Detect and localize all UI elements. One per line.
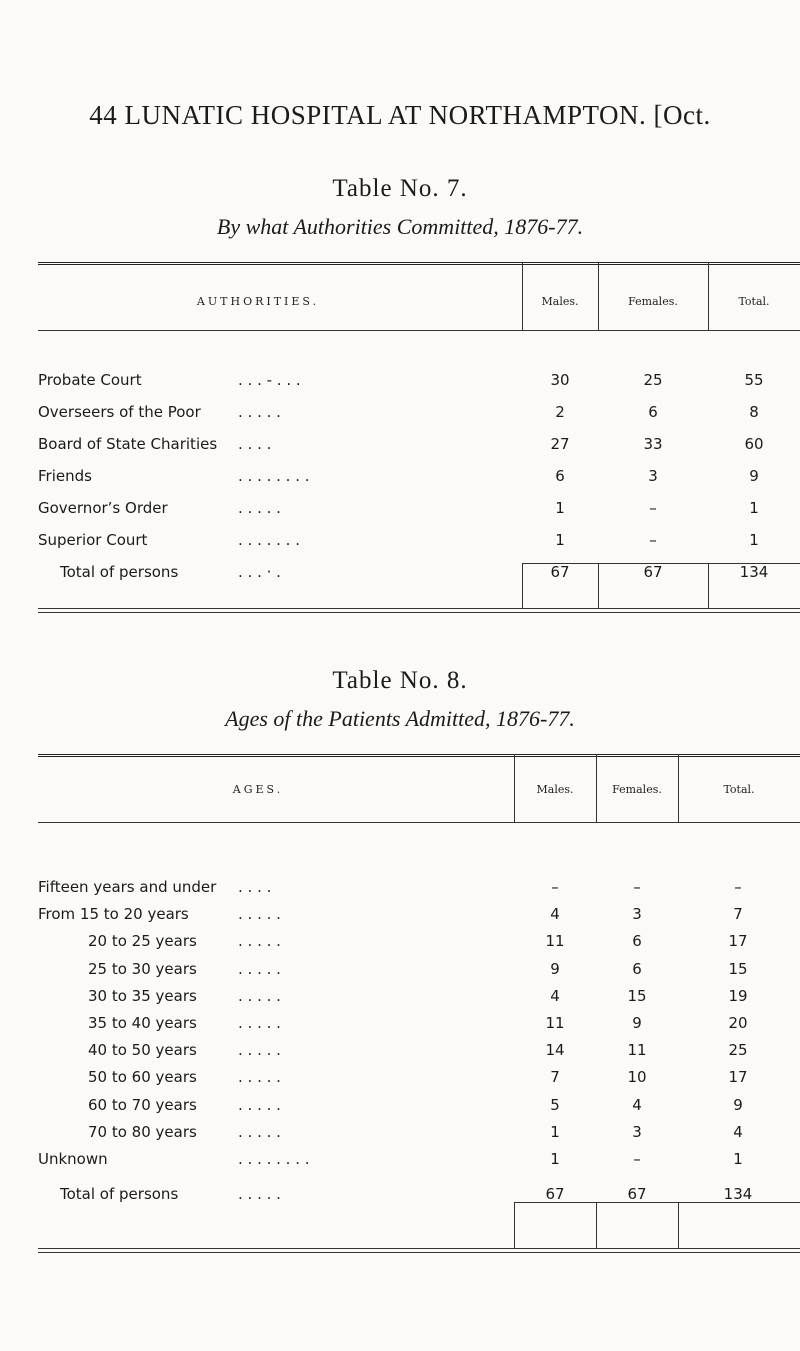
cell-total: 134	[739, 563, 769, 581]
row-label: 35 to 40 years	[88, 1014, 197, 1032]
cell-males: 2	[555, 403, 565, 421]
column-header-females: Females.	[628, 295, 678, 308]
cell-males: 1	[550, 1122, 560, 1141]
cell-males: 30	[550, 371, 570, 389]
cell-males: 4	[550, 986, 560, 1005]
cell-females: 3	[632, 1122, 642, 1141]
row-label: Friends	[38, 467, 92, 485]
leader-dots: . . . . .	[238, 403, 281, 421]
row-label: Fifteen years and under	[38, 878, 217, 896]
cell-total: 1	[733, 1150, 743, 1168]
table-8-title: Table No. 8.	[332, 667, 468, 694]
table-8	[38, 754, 800, 1274]
cell-females: 6	[632, 959, 642, 978]
cell-total: 17	[728, 932, 748, 951]
leader-dots: . . . . .	[238, 1068, 281, 1087]
leader-dots: . . . . . . . .	[238, 1150, 310, 1168]
cell-females: 3	[632, 905, 642, 924]
cell-total: 20	[728, 1014, 748, 1032]
cell-females: –	[649, 499, 657, 517]
cell-total: 1	[749, 499, 759, 517]
column-header-total: Total.	[738, 295, 770, 308]
cell-total: 60	[744, 435, 764, 453]
cell-females: 4	[632, 1095, 642, 1114]
cell-total: 7	[733, 905, 743, 924]
cell-total: 9	[733, 1095, 743, 1114]
column-header-authorities: AUTHORITIES.	[196, 295, 320, 308]
cell-females: 67	[627, 1185, 647, 1204]
leader-dots: . . . . .	[238, 905, 281, 924]
cell-females: 11	[627, 1041, 647, 1060]
row-label: Probate Court	[38, 371, 142, 389]
leader-dots: . . . .	[238, 878, 272, 896]
cell-males: 1	[555, 531, 565, 549]
cell-females: –	[633, 878, 641, 896]
table-row	[38, 1123, 800, 1151]
cell-females: –	[633, 1150, 641, 1168]
table-row	[38, 932, 800, 960]
table-7	[38, 262, 800, 632]
column-header-total: Total.	[723, 783, 755, 796]
leader-dots: . . . . .	[238, 959, 281, 978]
leader-dots: . . . . .	[238, 1041, 281, 1060]
cell-males: 14	[545, 1041, 565, 1060]
table-row	[38, 499, 800, 527]
row-label: Governor’s Order	[38, 499, 168, 517]
cell-males: 4	[550, 905, 560, 924]
column-header-males: Males.	[536, 783, 574, 796]
cell-females: 25	[643, 371, 663, 389]
cell-males: 27	[550, 435, 570, 453]
table-row	[38, 403, 800, 431]
row-label: Overseers of the Poor	[38, 403, 201, 421]
row-label: Total of persons	[60, 563, 179, 581]
column-header-ages: AGES.	[232, 783, 284, 796]
cell-males: 11	[545, 1014, 565, 1032]
table-row	[38, 905, 800, 933]
cell-females: –	[649, 531, 657, 549]
leader-dots: . . . . .	[238, 932, 281, 951]
leader-dots: . . . . .	[238, 1014, 281, 1032]
cell-total: 55	[744, 371, 764, 389]
cell-total: 17	[728, 1068, 748, 1087]
table-row	[38, 531, 800, 559]
cell-females: 6	[632, 932, 642, 951]
table-row	[38, 1014, 800, 1042]
cell-total: 15	[728, 959, 748, 978]
cell-females: 15	[627, 986, 647, 1005]
table-row	[38, 960, 800, 988]
row-label: 20 to 25 years	[88, 932, 197, 951]
cell-males: 1	[550, 1150, 560, 1168]
row-label: Unknown	[38, 1150, 108, 1168]
row-label: 30 to 35 years	[88, 986, 197, 1005]
leader-dots: . . . · .	[238, 563, 281, 581]
cell-males: 7	[550, 1068, 560, 1087]
column-header-females: Females.	[612, 783, 662, 796]
cell-total: 1	[749, 531, 759, 549]
table-8-subtitle: Ages of the Patients Admitted, 1876-77.	[225, 706, 575, 731]
table-row	[38, 371, 800, 399]
table-row	[38, 1185, 800, 1213]
row-label: Total of persons	[60, 1185, 179, 1204]
cell-total: 8	[749, 403, 759, 421]
leader-dots: . . . . . . . .	[238, 467, 310, 485]
leader-dots: . . . . .	[238, 499, 281, 517]
cell-total: 9	[749, 467, 759, 485]
row-label: Superior Court	[38, 531, 148, 549]
row-label: 40 to 50 years	[88, 1041, 197, 1060]
cell-total: 25	[728, 1041, 748, 1060]
table-row	[38, 878, 800, 906]
page-header: 44 LUNATIC HOSPITAL AT NORTHAMPTON. [Oct.	[89, 100, 711, 130]
leader-dots: . . . - . . .	[238, 371, 301, 389]
leader-dots: . . . . .	[238, 986, 281, 1005]
leader-dots: . . . . .	[238, 1122, 281, 1141]
table-row	[38, 1068, 800, 1096]
cell-males: 67	[550, 563, 570, 581]
cell-males: –	[551, 878, 559, 896]
leader-dots: . . . . .	[238, 1185, 281, 1204]
column-header-males: Males.	[541, 295, 579, 308]
leader-dots: . . . .	[238, 435, 272, 453]
table-row	[38, 987, 800, 1015]
cell-males: 5	[550, 1095, 560, 1114]
cell-females: 67	[643, 563, 663, 581]
row-label: 60 to 70 years	[88, 1095, 197, 1114]
cell-females: 9	[632, 1014, 642, 1032]
cell-males: 67	[545, 1185, 565, 1204]
cell-males: 1	[555, 499, 565, 517]
row-label: 25 to 30 years	[88, 959, 197, 978]
leader-dots: . . . . . . .	[238, 531, 300, 549]
cell-females: 6	[648, 403, 658, 421]
cell-total: –	[734, 878, 742, 896]
cell-females: 3	[648, 467, 658, 485]
cell-total: 19	[728, 986, 748, 1005]
table-7-subtitle: By what Authorities Committed, 1876-77.	[216, 214, 584, 239]
table-7-title: Table No. 7.	[332, 175, 468, 202]
row-label: 50 to 60 years	[88, 1068, 197, 1087]
cell-total: 4	[733, 1122, 743, 1141]
table-row	[38, 1150, 800, 1178]
table-row	[38, 1041, 800, 1069]
cell-females: 33	[643, 435, 663, 453]
cell-males: 9	[550, 959, 560, 978]
table-row	[38, 1096, 800, 1124]
leader-dots: . . . . .	[238, 1095, 281, 1114]
table-row	[38, 467, 800, 495]
cell-males: 6	[555, 467, 565, 485]
cell-males: 11	[545, 932, 565, 951]
table-row	[38, 563, 800, 591]
cell-females: 10	[627, 1068, 647, 1087]
row-label: From 15 to 20 years	[38, 905, 189, 924]
table-row	[38, 435, 800, 463]
row-label: 70 to 80 years	[88, 1122, 197, 1141]
cell-total: 134	[723, 1185, 753, 1204]
row-label: Board of State Charities	[38, 435, 218, 453]
